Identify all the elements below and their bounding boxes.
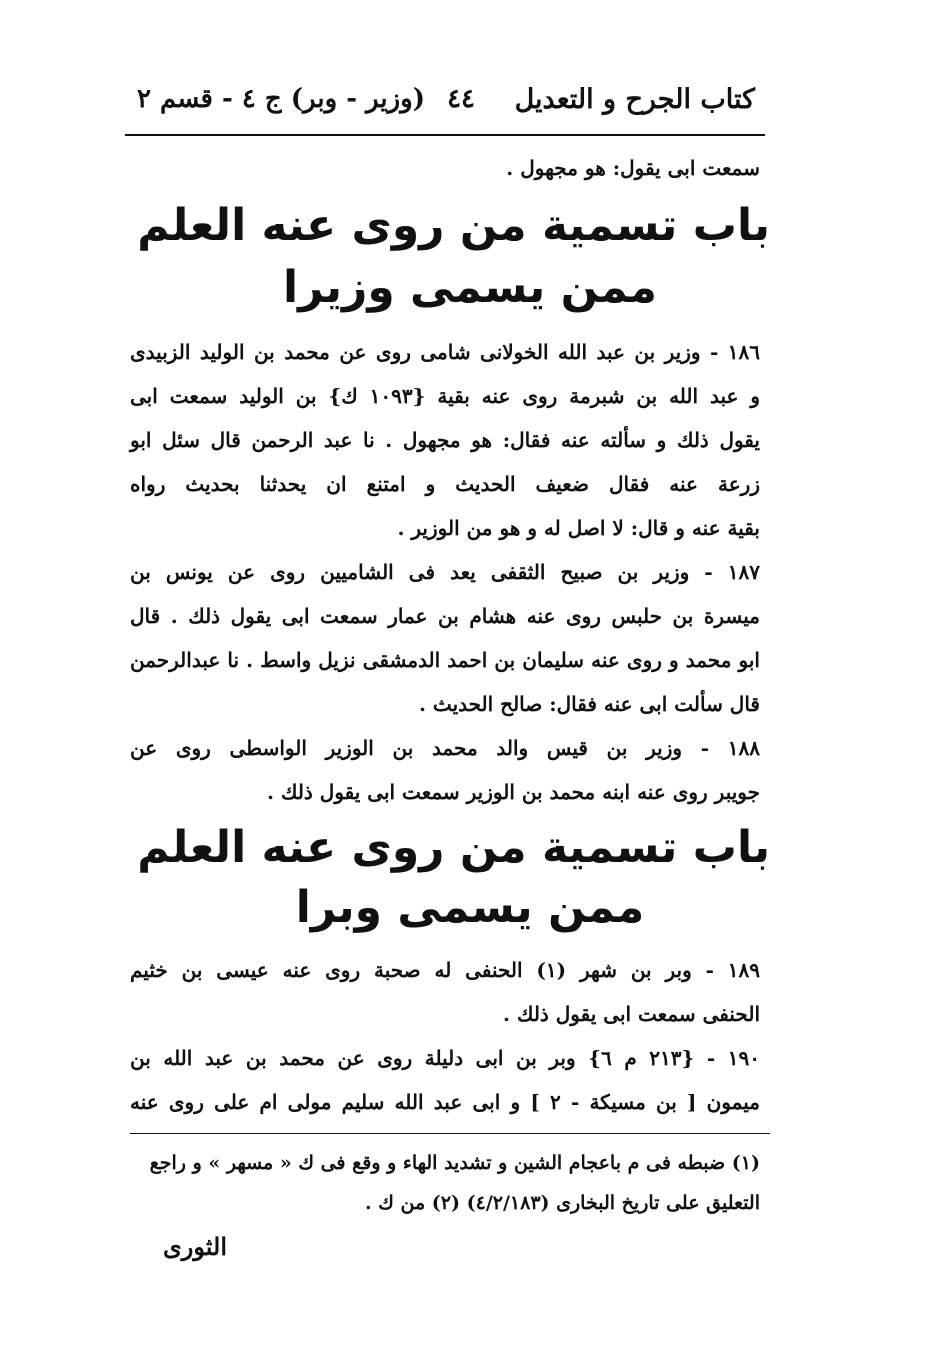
entry-186-line-5: بقية عنه و قال: لا اصل له و هو من الوزير . [397,516,760,540]
entry-190-line-1: ١٩٠ - {٢١٣ م ٦} وبر بن ابى دليلة روى عن محمد بن عبد الله بن [130,1046,761,1070]
part-info: (وزير - وبر) ج ٤ - قسم ٢ [137,84,426,114]
section-subheading-wazir: ممن يسمى وزيرا [283,262,657,313]
section-heading-wabr: باب تسمية من روى عنه العلم [137,822,770,873]
entry-186-line-4: زرعة عنه فقال ضعيف الحديث و امتنع ان يحدثنا بحديث رواه [130,472,760,496]
header-rule [125,134,765,136]
entry-186-line-3: يقول ذلك و سألته عنه فقال: هو مجهول . نا عبد الرحمن قال سئل ابو [130,428,760,452]
entry-188-line-1: ١٨٨ - وزير بن قيس والد محمد بن الوزير الواسطى روى عن [130,736,760,760]
entry-189-line-2: الحنفى سمعت ابى يقول ذلك . [503,1002,760,1026]
section-subheading-wabr: ممن يسمى وبرا [295,882,645,933]
footnote-line-2: التعليق على تاريخ البخارى (٤/٢/١٨٣) (٢) من ك . [365,1192,760,1214]
entry-187-line-1: ١٨٧ - وزير بن صبيح الثقفى يعد فى الشاميين روى عن يونس بن [130,560,760,584]
entry-186-line-2: و عبد الله بن شبرمة روى عنه بقية {١٠٩٣ ك} بن الوليد سمعت ابى [130,384,761,408]
entry-188-line-2: جويبر روى عنه ابنه محمد بن الوزير سمعت ابى يقول ذلك . [267,780,760,804]
book-title: كتاب الجرح و التعديل [514,84,755,115]
entry-187-line-2: ميسرة بن حلبس روى عنه هشام بن عمار سمعت ابى يقول ذلك . قال [130,604,760,628]
footnote-line-1: (١) ضبطه فى م باعجام الشين و تشديد الهاء و وقع فى ك « مسهر » و راجع [149,1152,760,1174]
entry-190-line-2: ميمون [ بن مسيكة - ٢ ] و ابى عبد الله سليم مولى ام على روى عنه [130,1090,760,1114]
catchword: الثورى [163,1232,227,1261]
running-header [125,78,765,132]
section-heading-wazir: باب تسمية من روى عنه العلم [137,200,770,251]
entry-186-line-1: ١٨٦ - وزير بن عبد الله الخولانى شامى روى عن محمد بن الوليد الزبيدى [130,340,760,364]
entry-189-line-1: ١٨٩ - وبر بن شهر (١) الحنفى له صحبة روى عنه عيسى بن خثيم [130,958,761,982]
page-number: ٤٤ [447,84,475,114]
entry-187-line-3: ابو محمد و روى عنه سليمان بن احمد الدمشقى نزيل واسط . نا عبدالرحمن [130,648,760,672]
intro-line: سمعت ابى يقول: هو مجهول . [506,156,760,180]
footnote-rule [130,1133,770,1134]
entry-187-line-4: قال سألت ابى عنه فقال: صالح الحديث . [419,692,760,716]
